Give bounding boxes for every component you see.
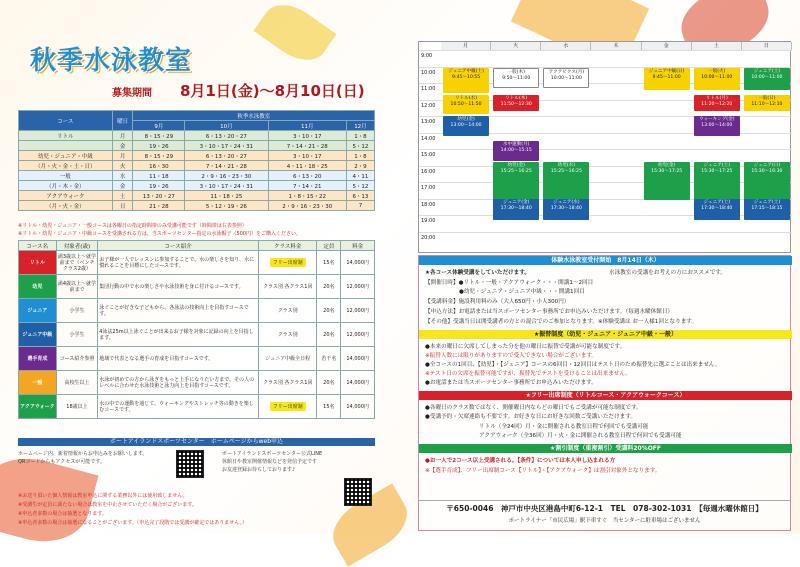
slot-title: ジュニア中級(土) bbox=[448, 69, 484, 75]
timetable-time: 20:00 bbox=[419, 232, 792, 243]
hp-text: QRコードからもアクセスが可能です。 bbox=[18, 459, 105, 465]
slot-title: 一般(日) bbox=[758, 95, 776, 101]
course-cell-price: 14,000円 bbox=[341, 251, 375, 275]
transfer-line: ●本来の曜日に欠席してしまった分を他の曜日に振替で受講が可能な制度です。 bbox=[425, 344, 626, 350]
trial-line: 【申込方法】お電話または当スポーツセンター事務所でお申込みいただけます。（毎週水曜休館日） bbox=[425, 309, 674, 315]
schedule-cell-course bbox=[19, 141, 113, 151]
course-cell-desc: 泳ぐことが好きな子どもから、各泳法の技術向上を目指すコースです。 bbox=[98, 299, 259, 323]
slot-time: 10:50～11:50 bbox=[450, 101, 482, 107]
slot-time: 17:30～18:40 bbox=[550, 205, 582, 211]
schedule-cell-course: リトル bbox=[19, 131, 113, 141]
course-cell-age: コース紹介参照 bbox=[56, 347, 98, 371]
schedule-cell-day: 金 bbox=[112, 141, 133, 151]
schedule-row bbox=[19, 191, 375, 201]
bottom-note: ※お送り頂いた個人情報は教室申込に関する業務以外には使用致しません。 bbox=[18, 493, 188, 499]
slot-time: 9:45～11:00 bbox=[652, 75, 681, 81]
schedule-cell-day: 月 bbox=[112, 131, 133, 141]
schedule-cell-m12: 5・12 bbox=[346, 141, 374, 151]
schedule-cell-m12: 7 bbox=[346, 201, 374, 211]
trial-line: ●幼児・ジュニア・ジュニア中級・・・開講1回目 bbox=[459, 289, 585, 295]
course-cell-price: 12,000円 bbox=[341, 275, 375, 299]
transfer-line: ●お電話または当スポーツセンター事務所でお申込みいただけます。 bbox=[425, 380, 597, 386]
course-cell-cap: 20名 bbox=[317, 371, 341, 395]
timetable-slot bbox=[744, 95, 790, 112]
timetable-time: 15:00 bbox=[419, 149, 792, 160]
slot-title: ジュニア(土) bbox=[753, 199, 781, 205]
free-line: ●各曜日のクラス数ではなく、開催曜日内ならどの曜日でもご受講が可能な制度です。 bbox=[425, 405, 642, 411]
course-header: 対象者(歳) bbox=[56, 241, 98, 251]
transfer-line: ※テスト日の欠席を振替可能ですが、振替先でテストを受けることは出来ません。 bbox=[425, 371, 631, 377]
course-row bbox=[19, 299, 375, 323]
course-cell-price: 14,000円 bbox=[341, 347, 375, 371]
schedule-cell-m9: 8・15・29 bbox=[133, 151, 185, 161]
address-line: 〒650-0046 神戸市中央区港島中町6-12-1 TEL 078-302-1031 【毎週水曜休館日】 bbox=[418, 500, 791, 516]
schedule-cell-course: （月・火・金） bbox=[19, 201, 113, 211]
slot-time: 11:50～12:30 bbox=[500, 101, 532, 107]
fee-pill: フリー出席制 bbox=[270, 402, 306, 411]
line-qr-code[interactable] bbox=[344, 478, 372, 506]
course-row bbox=[19, 251, 375, 275]
course-header: 料金 bbox=[341, 241, 375, 251]
course-cell-cap: 15名 bbox=[317, 251, 341, 275]
course-cell-desc: 水泳が初めての方から泳ぎをもっと上手になりたい方まで、その人のレベルに合わせた水泳技術と泳力向上を目指すコースです。 bbox=[98, 371, 259, 395]
timetable-slot bbox=[543, 68, 589, 88]
schedule-header: 9月 bbox=[133, 121, 185, 131]
schedule-cell-m10: 11・18・25 bbox=[185, 191, 268, 201]
course-cell-desc: お子様が一人でレッスンに参加することで、水の楽しさを知り、水に慣れることを目標にしたコースです。 bbox=[98, 251, 259, 275]
slot-title: アクアビクス(月) bbox=[548, 70, 585, 76]
course-cell-price: 14,000円 bbox=[341, 395, 375, 419]
schedule-cell-day: 土 bbox=[112, 191, 133, 201]
slot-title: リトル(水) bbox=[455, 95, 478, 101]
slot-title: ジュニア(土) bbox=[753, 69, 781, 75]
schedule-cell-m9: 11・18 bbox=[133, 171, 185, 181]
course-cell-price: 12,000円 bbox=[341, 323, 375, 347]
slot-time: 11:10～12:10 bbox=[751, 101, 783, 107]
schedule-cell-day: 火 bbox=[112, 161, 133, 171]
slot-title: ジュニア(土) bbox=[703, 199, 730, 205]
schedule-cell-course: 一般 bbox=[19, 171, 113, 181]
course-cell-name: 幼児 bbox=[19, 275, 57, 299]
course-header: 定員 bbox=[317, 241, 341, 251]
schedule-cell-m10: 6・13・20・27 bbox=[185, 131, 268, 141]
schedule-cell-m9: 16・30 bbox=[133, 161, 185, 171]
discount-line: ●お一人で2コース以上受講される。【条件】については本人申し込まれる方 bbox=[425, 458, 616, 464]
schedule-cell-m9: 19・26 bbox=[133, 181, 185, 191]
course-row bbox=[19, 347, 375, 371]
free-line: リトル（全24回）月・金に開催される教室日程で何回でも受講可能 bbox=[479, 424, 649, 430]
schedule-row bbox=[19, 141, 375, 151]
course-header: クラス料金 bbox=[258, 241, 316, 251]
timetable-day-3: 木 bbox=[591, 42, 641, 50]
hp-bar: ポートアイランドスポーツセンター ホームページからweb申込 bbox=[18, 438, 375, 446]
timetable-slot bbox=[694, 199, 740, 220]
slot-time: 11:20～12:20 bbox=[701, 101, 733, 107]
course-cell-name: アクアウォーク bbox=[19, 395, 57, 419]
course-cell-desc: 水の中での運動を通じて、ウォーキングやストレッチ等の動きを楽しむコースです。 bbox=[98, 395, 259, 419]
slot-title: 幼児(水) bbox=[557, 163, 576, 169]
slot-title: 幼児(金) bbox=[507, 163, 525, 169]
schedule-cell-m12: 1・8 bbox=[346, 131, 374, 141]
transfer-line: ●全コースの1回目、【幼児】・【ジュニア】コースの6回目・12回目はテスト日のため振替先に選ぶことは出来ません。 bbox=[425, 362, 721, 368]
discount-bar: ★割引制度（重複割引）受講料20%OFF bbox=[419, 444, 792, 453]
course-cell-desc: 集団行動の中で水の楽しさや水泳技術を身に付けるコースです。 bbox=[98, 275, 259, 299]
trial-bar: 体験水泳教室受付開始 8月14日（木） bbox=[419, 256, 792, 265]
timetable-slot bbox=[694, 95, 740, 112]
course-cell-price: 12,000円 bbox=[341, 299, 375, 323]
slot-title: 一般(木) bbox=[507, 70, 525, 76]
slot-time: 15:30～17:25 bbox=[651, 169, 683, 175]
schedule-cell-m11: 6・13・20 bbox=[268, 171, 346, 181]
slot-time: 10:00～11:00 bbox=[550, 76, 582, 82]
period-date: 8月1日(金)～8月10日(日) bbox=[180, 82, 365, 100]
slot-title: リトル(木) bbox=[505, 95, 528, 101]
line-text: お友達登録お待ちしております♪ bbox=[222, 467, 296, 473]
schedule-cell-m12: 6・13 bbox=[346, 191, 374, 201]
schedule-note: ※リトル・幼児・ジュニア・一般コースは各曜日の指定時間帯のみ受講可能です（時間帯は右表参照） bbox=[18, 223, 247, 229]
course-row bbox=[19, 371, 375, 395]
schedule-cell-m11: 3・10・17 bbox=[268, 151, 346, 161]
timetable-slot bbox=[493, 162, 539, 200]
schedule-cell-course: アクアウォーク bbox=[19, 191, 113, 201]
timetable-slot bbox=[744, 162, 790, 200]
course-cell-name: 選手育成 bbox=[19, 347, 57, 371]
trial-line: 【その他】受講当日は開受講者の方との混合でのご参加となります。※体験受講は お一人様1回となります。 bbox=[425, 319, 698, 325]
slot-title: ジュニア中級(日) bbox=[648, 69, 685, 75]
free-line: アクアウォーク（全36回）月・火・金に開催される教室日程で何回でも受講可能 bbox=[479, 433, 682, 439]
transfer-bar: ★振替制度（幼児・ジュニア・ジュニア中級・一般） bbox=[419, 330, 792, 339]
schedule-cell-m12: 4・11 bbox=[346, 171, 374, 181]
schedule-cell-m12: 1・8 bbox=[346, 151, 374, 161]
timetable-slot bbox=[644, 162, 690, 200]
course-cell-fee bbox=[258, 275, 316, 299]
slot-time: 13:00～14:00 bbox=[701, 123, 733, 128]
timetable-slot bbox=[694, 162, 740, 200]
schedule-header: 12月 bbox=[346, 121, 374, 131]
schedule-span-header: 秋季水泳教室 bbox=[133, 111, 375, 121]
slot-time: 15:30～16:30 bbox=[751, 169, 783, 175]
slot-time: 17:30～18:40 bbox=[500, 205, 532, 211]
course-cell-name: リトル bbox=[19, 251, 57, 275]
slot-time: 9:45～10:55 bbox=[451, 75, 481, 81]
course-cell-age: 18歳以上 bbox=[56, 395, 98, 419]
schedule-row bbox=[19, 131, 375, 141]
slot-time: 17:15～18:15 bbox=[751, 205, 783, 211]
timetable-slot bbox=[694, 68, 740, 89]
fee-pill: クラス別 bbox=[277, 308, 298, 314]
slot-time: 15:25～16:25 bbox=[500, 169, 532, 175]
timetable-slot bbox=[493, 141, 539, 161]
access-line: ポートライナー「市民広場」駅下車すぐ 当センターに駐車場はございません bbox=[508, 518, 701, 524]
timetable-time: 10:00 bbox=[419, 67, 792, 78]
schedule-cell-day: 金 bbox=[112, 181, 133, 191]
schedule-row bbox=[19, 201, 375, 211]
bottom-note: ※申込者多数の場合は抽選となります。 bbox=[18, 511, 107, 517]
slot-title: 水中運動(月) bbox=[502, 141, 530, 147]
schedule-cell-m11: 7・14・21・28 bbox=[268, 141, 346, 151]
slot-time: 17:30～18:40 bbox=[701, 205, 733, 211]
slot-time: 9:50～11:00 bbox=[502, 76, 531, 82]
schedule-cell-m11: 3・10・17 bbox=[268, 131, 346, 141]
slot-title: ウォーキング(金) bbox=[699, 117, 735, 122]
schedule-cell-day: 水 bbox=[112, 171, 133, 181]
bottom-note: ※受講生が定員に満たない場合は教室を中止させていただく場合がございます。 bbox=[18, 502, 197, 508]
timetable-time: 11:00 bbox=[419, 83, 792, 94]
timetable-day-4: 金 bbox=[642, 42, 692, 50]
schedule-cell-m10: 2・9・16・23・30 bbox=[185, 171, 268, 181]
course-cell-cap: 15名 bbox=[317, 395, 341, 419]
course-cell-age: 小学生 bbox=[56, 323, 98, 347]
course-cell-age: 高校生以上 bbox=[56, 371, 98, 395]
info-panel bbox=[418, 255, 791, 531]
schedule-cell-m9: 8・15・29 bbox=[133, 131, 185, 141]
schedule-cell-m10: 5・12・19・26 bbox=[185, 201, 268, 211]
bottom-note: ※申込者多数の場合は抽選になることがございます。（申込完了段階では受講が確定ではありません。） bbox=[18, 520, 248, 526]
schedule-cell-day: 月 bbox=[112, 151, 133, 161]
fee-pill: クラス別 bbox=[277, 332, 298, 338]
schedule-cell-course: 幼児・ジュニア・中級 bbox=[19, 151, 113, 161]
schedule-table bbox=[18, 110, 375, 211]
course-cell-age: 満3歳以上～就学前まで（ベンチクラス2歳） bbox=[56, 251, 98, 275]
transfer-line: ※振替人数には限りがありますので受入できない場合がございます。 bbox=[425, 353, 598, 359]
course-cell-name: ジュニア bbox=[19, 299, 57, 323]
timetable-time: 16:00 bbox=[419, 166, 792, 177]
schedule-header: 11月 bbox=[268, 121, 346, 131]
trial-lead: 水泳教室の受講をお考えの方におススメです。 bbox=[609, 270, 727, 276]
schedule-cell-m9: 21・28 bbox=[133, 201, 185, 211]
slot-time: 14:00～15:15 bbox=[500, 147, 532, 153]
course-header: コース紹介 bbox=[98, 241, 259, 251]
slot-time: 13:00～14:00 bbox=[450, 123, 482, 128]
schedule-cell-day: 日 bbox=[112, 201, 133, 211]
timetable-slot bbox=[493, 68, 539, 88]
timetable-slot bbox=[493, 199, 539, 220]
schedule-cell-m11: 4・11・18・25 bbox=[268, 161, 346, 171]
schedule-cell-course: （月・木・金） bbox=[19, 181, 113, 191]
line-text: 休館日や教室開催情報などを発信予定です bbox=[222, 459, 318, 465]
timetable-day-6: 日 bbox=[742, 42, 792, 50]
schedule-row bbox=[19, 161, 375, 171]
course-cell-fee bbox=[258, 347, 316, 371]
timetable-day-5: 土 bbox=[692, 42, 742, 50]
fee-pill: ジュニア中級全日程 bbox=[265, 356, 311, 362]
schedule-row bbox=[19, 151, 375, 161]
course-cell-age: 小学生 bbox=[56, 299, 98, 323]
weekly-timetable bbox=[418, 41, 791, 253]
timetable-day-2: 水 bbox=[541, 42, 591, 50]
timetable-time: 9:00 bbox=[419, 50, 792, 61]
schedule-cell-m11: 2・9・16・23・30 bbox=[268, 201, 346, 211]
course-cell-fee bbox=[258, 323, 316, 347]
free-bar: ★フリー出席制度（リトルコース・アクアウォークコース） bbox=[419, 391, 792, 400]
fee-pill: フリー出席制 bbox=[270, 258, 306, 267]
timetable-slot bbox=[493, 95, 539, 112]
timetable-slot bbox=[644, 68, 690, 89]
slot-title: 一般(火) bbox=[708, 69, 726, 75]
course-cell-price: 14,000円 bbox=[341, 371, 375, 395]
schedule-cell-m10: 6・13・20・27 bbox=[185, 151, 268, 161]
hp-text: ホームページ内、新着情報からお申込みをお願いします。 bbox=[18, 451, 148, 457]
course-row bbox=[19, 275, 375, 299]
schedule-cell-m9: 13・20・27 bbox=[133, 191, 185, 201]
course-cell-cap: 20名 bbox=[317, 299, 341, 323]
line-text: ポートアイランドスポーツセンター公式LINE bbox=[222, 451, 323, 457]
schedule-cell-course: （月・火・金・土・日） bbox=[19, 161, 113, 171]
timetable-time: 17:00 bbox=[419, 182, 792, 193]
timetable-slot bbox=[744, 68, 790, 89]
course-cell-name: 一般 bbox=[19, 371, 57, 395]
page-title: 秋季水泳教室 bbox=[30, 46, 193, 76]
free-line: ●受講予約・欠席連絡も不要です。お好きな日にお好きな回数ご受講いただけます。 bbox=[425, 414, 636, 420]
schedule-header: 曜日 bbox=[112, 111, 133, 131]
schedule-row bbox=[19, 181, 375, 191]
slot-time: 15:25～16:25 bbox=[550, 169, 582, 175]
timetable-slot bbox=[694, 116, 740, 136]
schedule-header: コース bbox=[19, 111, 113, 131]
schedule-cell-m9: 19・26 bbox=[133, 141, 185, 151]
course-cell-desc: 4泳法25m以上泳ぐことが出来るお子様を対象に記録の向上を目指します。 bbox=[98, 323, 259, 347]
trial-line: 【受講料金】施設利用料のみ（大人650円・小人300円） bbox=[425, 299, 570, 305]
discount-line: ※【選手育成】、フリー出席制コース【リトル】・【アクアウォーク】は割引対象外となります。 bbox=[425, 468, 661, 474]
timetable-time: 13:00 bbox=[419, 116, 792, 127]
timetable-slot bbox=[543, 199, 589, 220]
schedule-cell-m10: 7・14・21・28 bbox=[185, 161, 268, 171]
slot-title: リトル(月) bbox=[705, 95, 728, 101]
course-cell-name: ジュニア中級 bbox=[19, 323, 57, 347]
course-cell-cap: 20名 bbox=[317, 275, 341, 299]
course-row bbox=[19, 323, 375, 347]
course-cell-fee bbox=[258, 251, 316, 275]
timetable-slot bbox=[543, 162, 589, 200]
schedule-header: 10月 bbox=[185, 121, 268, 131]
schedule-cell-m11: 7・14・21 bbox=[268, 181, 346, 191]
schedule-cell-m10: 3・10・17・24・31 bbox=[185, 141, 268, 151]
autumn-leaf-decoration bbox=[253, 0, 336, 71]
course-cell-fee bbox=[258, 371, 316, 395]
slot-time: 15:30～17:25 bbox=[701, 169, 733, 175]
course-cell-age: 満4歳以上～就学前まで bbox=[56, 275, 98, 299]
slot-time: 10:00～11:00 bbox=[701, 75, 733, 81]
slot-time: 10:00～11:00 bbox=[751, 75, 783, 81]
timetable-time: 19:00 bbox=[419, 215, 792, 226]
schedule-cell-m12: 2・9 bbox=[346, 161, 374, 171]
timetable-slot bbox=[443, 95, 489, 115]
timetable-time: 14:00 bbox=[419, 133, 792, 144]
slot-title: ジュニア(水) bbox=[553, 199, 580, 205]
slot-title: ジュニア(日) bbox=[753, 163, 781, 169]
slot-title: 幼児(金) bbox=[457, 117, 475, 122]
schedule-cell-m10: 3・10・17・24・31 bbox=[185, 181, 268, 191]
course-cell-desc: 地域で代表となる選手の育成を目指すコースです。 bbox=[98, 347, 259, 371]
course-cell-fee bbox=[258, 299, 316, 323]
course-header: コース名 bbox=[19, 241, 57, 251]
timetable-slot bbox=[443, 116, 489, 136]
slot-title: ジュニア(金) bbox=[502, 199, 530, 205]
slot-title: ジュニア(土) bbox=[703, 163, 730, 169]
timetable-slot bbox=[744, 199, 790, 220]
schedule-row bbox=[19, 171, 375, 181]
timetable-time: 18:00 bbox=[419, 199, 792, 210]
schedule-cell-m12: 5・12 bbox=[346, 181, 374, 191]
timetable-day-1: 火 bbox=[491, 42, 541, 50]
timetable-day-0: 月 bbox=[441, 42, 491, 50]
fee-pill: クラス別 各クラス1回 bbox=[262, 380, 313, 386]
trial-lead: ★各コース体験受講をしていただけます。 bbox=[425, 270, 530, 276]
timetable-time: 12:00 bbox=[419, 100, 792, 111]
fee-pill: クラス別 各クラス1回 bbox=[262, 284, 313, 290]
course-cell-cap: 若干名 bbox=[317, 347, 341, 371]
course-table bbox=[18, 240, 375, 419]
course-cell-cap: 20名 bbox=[317, 323, 341, 347]
slot-title: 幼児(金) bbox=[657, 163, 676, 169]
timetable-slot bbox=[443, 68, 489, 93]
course-cell-fee bbox=[258, 395, 316, 419]
schedule-cell-m11: 1・8・15・22 bbox=[268, 191, 346, 201]
course-row bbox=[19, 395, 375, 419]
period-label: 募集期間 bbox=[112, 88, 152, 99]
trial-line: 【開催日時】●リトル・一般・アクアウォーク・・・開講1～2回目 bbox=[425, 280, 594, 286]
schedule-note: ※リトル・幼児・ジュニア・中級コースを受講される方は、当スポーツセンター指定の水泳帽子（500円）をご購入ください。 bbox=[18, 231, 301, 237]
homepage-qr-code[interactable] bbox=[176, 450, 204, 478]
